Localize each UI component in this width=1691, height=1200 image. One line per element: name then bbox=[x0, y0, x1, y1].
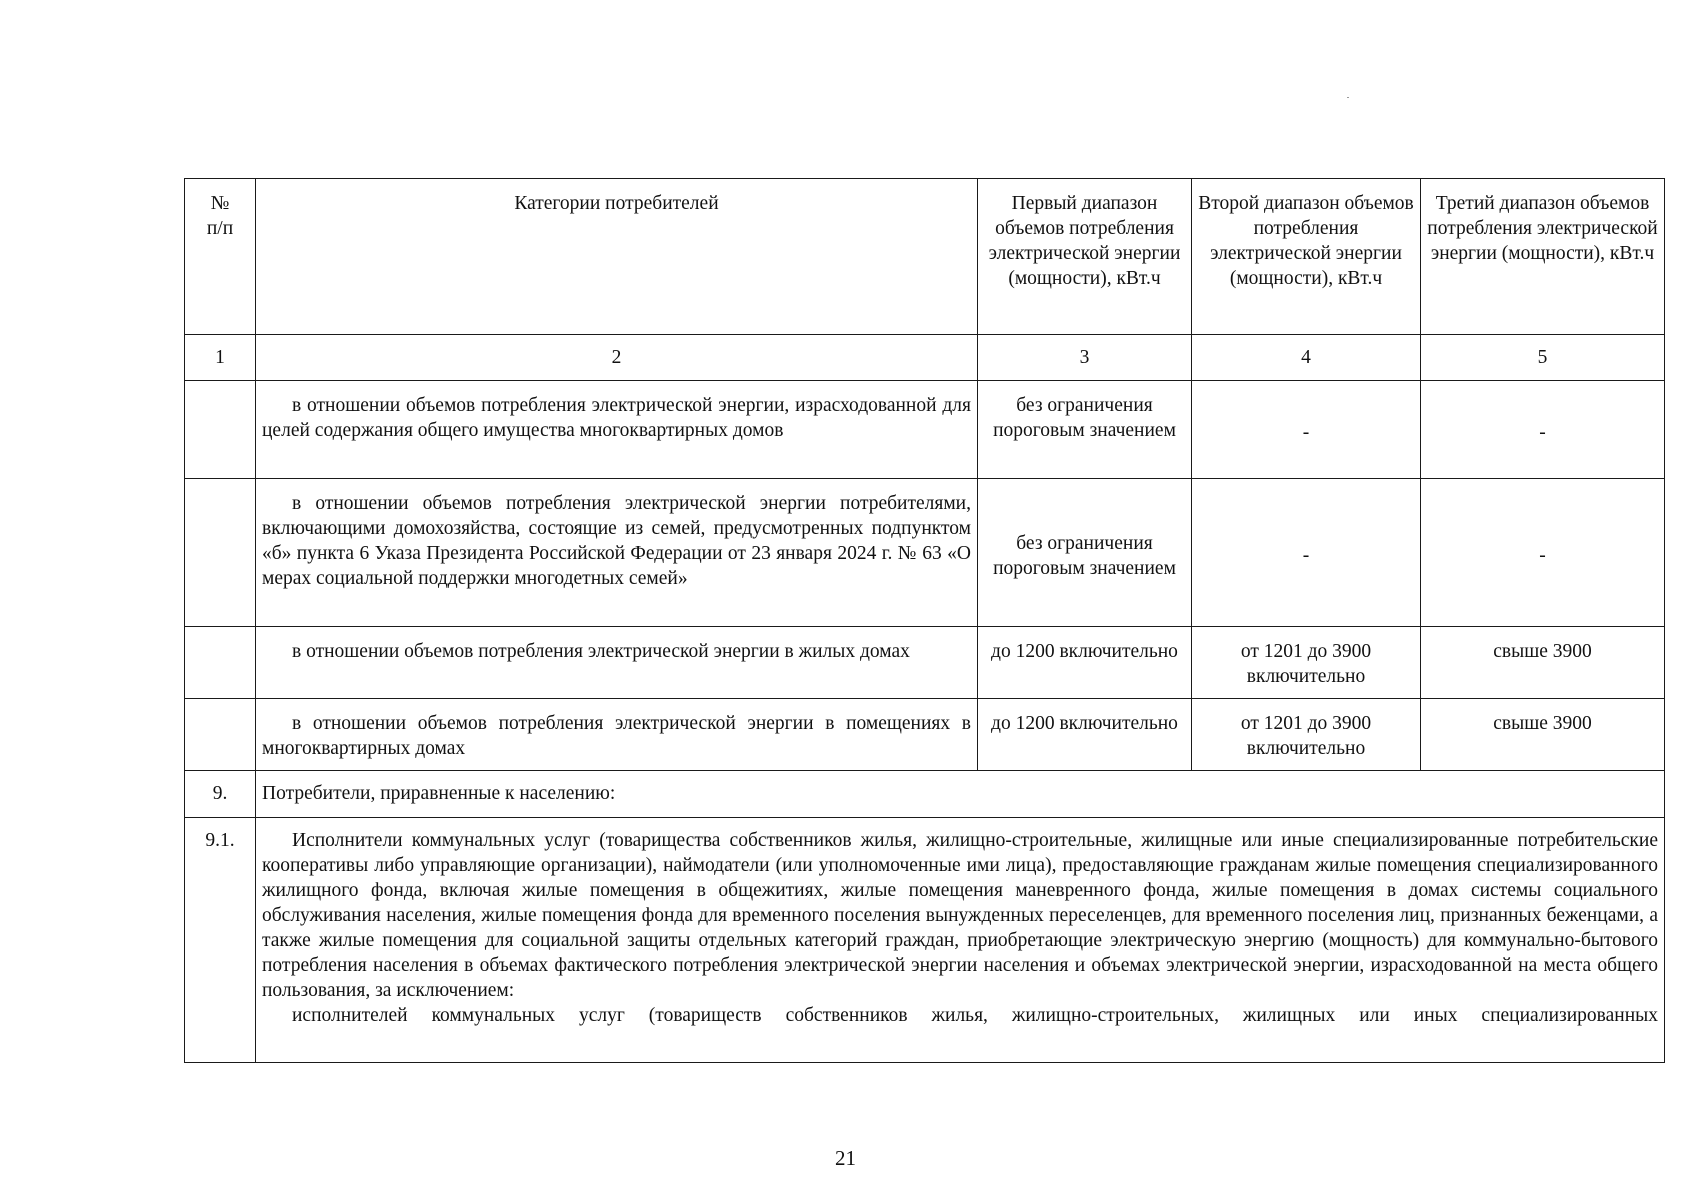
row-category: в отношении объемов потребления электрической энергии в помещениях в многоквартирных домах bbox=[256, 699, 978, 771]
section-num: 9. bbox=[185, 771, 256, 818]
header-num: № п/п bbox=[185, 179, 256, 335]
table-row bbox=[185, 627, 1665, 699]
row-num bbox=[185, 627, 256, 699]
table-row bbox=[185, 699, 1665, 771]
row-num bbox=[185, 479, 256, 627]
section-row bbox=[185, 771, 1665, 818]
column-number: 5 bbox=[1421, 335, 1665, 381]
row-range1: без ограничения пороговым значением bbox=[978, 381, 1192, 479]
row-category: в отношении объемов потребления электрической энергии потребителями, включающими домохозяйства, состоящие из семей, предусмотренных подпунктом «б» пункта 6 Указа Президента Российской Федерации от 23 января 2024 г. № 63 «О мерах социальной поддержки многодетных семей» bbox=[256, 479, 978, 627]
section-body bbox=[256, 818, 1665, 1063]
table-row bbox=[185, 479, 1665, 627]
row-range3: - bbox=[1421, 381, 1665, 479]
column-number: 2 bbox=[256, 335, 978, 381]
column-number: 4 bbox=[1192, 335, 1421, 381]
row-range3: - bbox=[1421, 479, 1665, 627]
header-range2: Второй диапазон объемов потребления электрической энергии (мощности), кВт.ч bbox=[1192, 179, 1421, 335]
column-number-row bbox=[185, 335, 1665, 381]
row-range3: свыше 3900 bbox=[1421, 627, 1665, 699]
page-number: 21 bbox=[835, 1146, 856, 1170]
header-range3: Третий диапазон объемов потребления электрической энергии (мощности), кВт.ч bbox=[1421, 179, 1665, 335]
row-range1: без ограничения пороговым значением bbox=[978, 479, 1192, 627]
section-row bbox=[185, 818, 1665, 1063]
row-num bbox=[185, 381, 256, 479]
tariff-table bbox=[184, 178, 1665, 1063]
section-title: Потребители, приравненные к населению: bbox=[256, 771, 1665, 818]
row-range3: свыше 3900 bbox=[1421, 699, 1665, 771]
row-range2: - bbox=[1192, 479, 1421, 627]
row-range2: от 1201 до 3900 включительно bbox=[1192, 627, 1421, 699]
header-range1: Первый диапазон объемов потребления электрической энергии (мощности), кВт.ч bbox=[978, 179, 1192, 335]
row-range2: - bbox=[1192, 381, 1421, 479]
column-number: 1 bbox=[185, 335, 256, 381]
scan-artifact bbox=[1347, 97, 1349, 98]
column-number: 3 bbox=[978, 335, 1192, 381]
row-range2: от 1201 до 3900 включительно bbox=[1192, 699, 1421, 771]
table-row bbox=[185, 381, 1665, 479]
row-range1: до 1200 включительно bbox=[978, 627, 1192, 699]
row-num bbox=[185, 699, 256, 771]
row-category: в отношении объемов потребления электрической энергии в жилых домах bbox=[256, 627, 978, 699]
section-paragraph: Исполнители коммунальных услуг (товарищества собственников жилья, жилищно-строительные, жилищные или иные специализированные потребительские кооперативы либо управляющие организации), наймодатели (или уполномоченные ими лица), предоставляющие гражданам жилые помещения специализированного жилищного фонда, включая жилые помещения в общежитиях, жилые помещения маневренного фонда, жилые помещения в домах системы социального обслуживания населения, жилые помещения фонда для временного поселения вынужденных переселенцев, для временного поселения лиц, признанных беженцами, а также жилые помещения для социальной защиты отдельных категорий граждан, приобретающие электрическую энергию (мощность) для коммунально-бытового потребления населения в объемах фактического потребления электрической энергии населения и объемах электрической энергии, израсходованной на места общего пользования, за исключением: bbox=[262, 830, 1658, 1001]
header-category: Категории потребителей bbox=[256, 179, 978, 335]
section-paragraph-continued: исполнителей коммунальных услуг (товариществ собственников жилья, жилищно-строительных, жилищных или иных специализированных bbox=[292, 1005, 1658, 1026]
row-category: в отношении объемов потребления электрической энергии, израсходованной для целей содержания общего имущества многоквартирных домов bbox=[256, 381, 978, 479]
table-header-row bbox=[185, 179, 1665, 335]
section-num: 9.1. bbox=[185, 818, 256, 1063]
row-range1: до 1200 включительно bbox=[978, 699, 1192, 771]
